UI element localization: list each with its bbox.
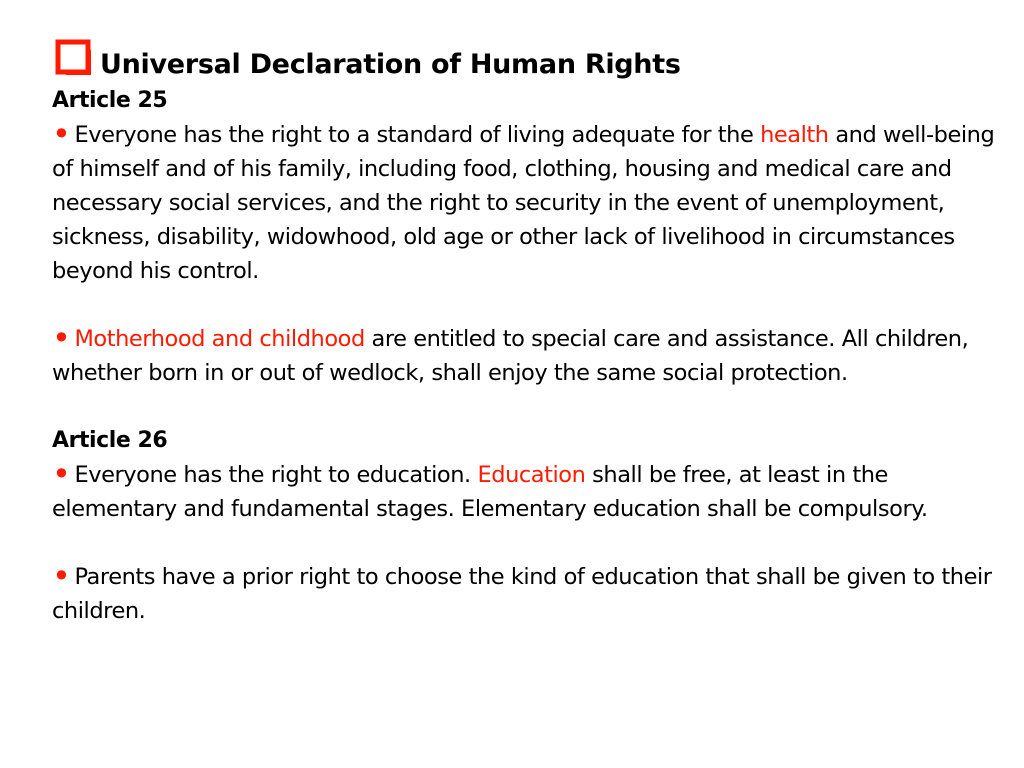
- spacer: [52, 390, 1014, 424]
- paragraph-text: Everyone has the right to education.: [74, 462, 478, 488]
- bullet-paragraph: [52, 319, 1014, 390]
- bullet-icon: •: [52, 557, 71, 595]
- article-heading: Article 25: [52, 88, 168, 113]
- paragraph-text: are entitled to special care and assistance. All children, whether born in or out of wedlock, shall enjoy the same social protection.: [52, 326, 969, 386]
- spacer: [52, 526, 1014, 560]
- paragraph-text: Parents have a prior right to choose the kind of education that shall be given to their children.: [52, 564, 992, 624]
- bullet-icon: •: [52, 455, 71, 493]
- article-heading: Article 26: [52, 428, 168, 453]
- bullet-paragraph: [52, 557, 1014, 628]
- checkbox-square-icon: [54, 34, 92, 84]
- paragraph-text: and well-being of himself and of his family, including food, clothing, housing and medical care and necessary social services, and the right to security in the event of unemployment, sickness, disability, widowhood, old age or other lack of livelihood in circumstances beyond his control.: [52, 122, 995, 284]
- paragraph-text: shall be free, at least in the elementary and fundamental stages. Elementary education shall be compulsory.: [52, 462, 928, 522]
- highlight-text: Motherhood and childhood: [74, 326, 365, 352]
- highlight-text: Education: [477, 462, 586, 488]
- slide-title: Universal Declaration of Human Rights: [100, 49, 681, 80]
- spacer: [52, 288, 1014, 322]
- title-row: [54, 34, 1014, 84]
- slide: [52, 34, 1014, 628]
- bullet-icon: •: [52, 319, 71, 357]
- bullet-icon: •: [52, 115, 71, 153]
- content: [52, 84, 1014, 628]
- paragraph-text: Everyone has the right to a standard of living adequate for the: [74, 122, 761, 148]
- bullet-paragraph: [52, 115, 1014, 288]
- highlight-text: health: [760, 122, 829, 148]
- bullet-paragraph: [52, 455, 1014, 526]
